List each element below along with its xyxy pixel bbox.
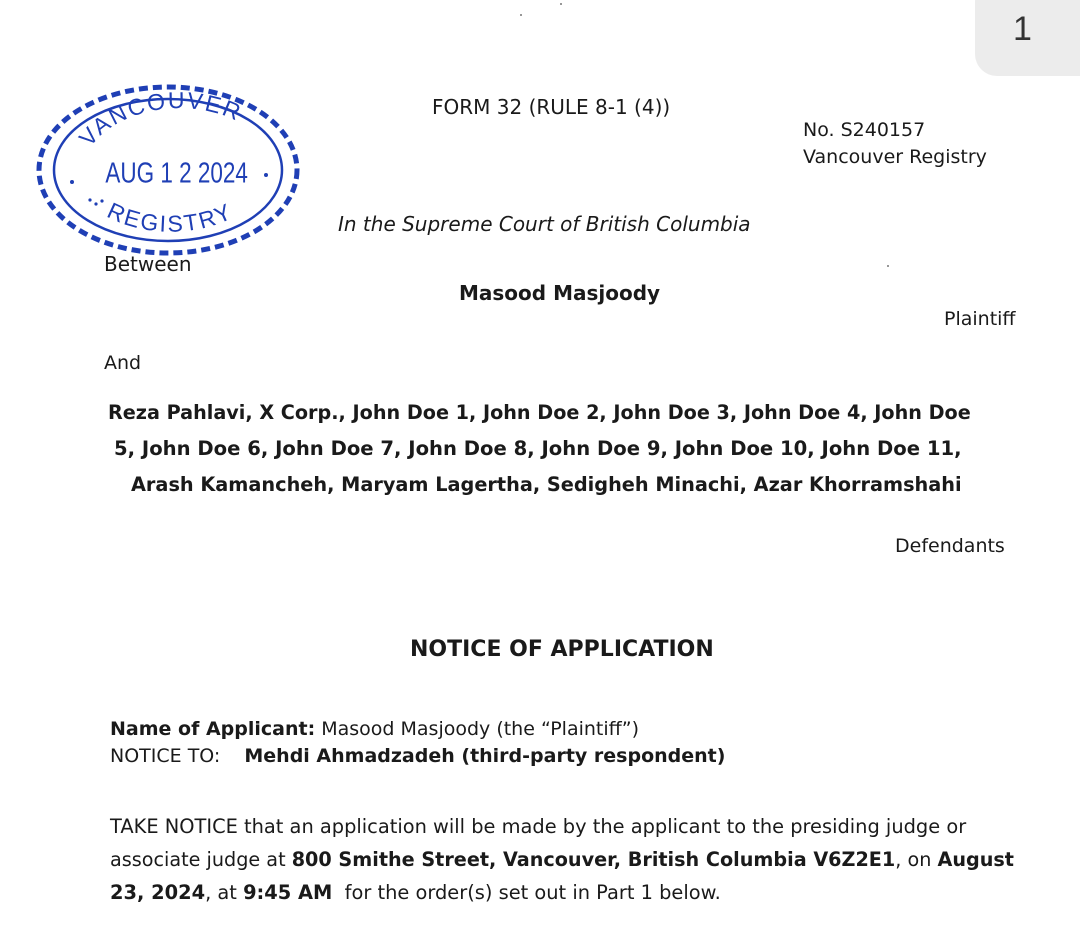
defendants-role: Defendants (895, 535, 1005, 557)
form-number: FORM 32 (RULE 8-1 (4)) (432, 95, 671, 119)
and-label: And (104, 352, 142, 374)
scan-speck (560, 3, 562, 5)
notice-body-line-1: TAKE NOTICE that an application will be made by the applicant to the presiding judge or (110, 815, 967, 838)
scan-speck (887, 265, 889, 267)
defendants-line: Arash Kamancheh, Maryam Lagertha, Sedigheh Minachi, Azar Khorramshahi (131, 473, 962, 496)
registry-name: Vancouver Registry (803, 146, 987, 168)
stamp-bottom-text: REGISTRY (103, 197, 237, 237)
notice-to-value: Mehdi Ahmadzadeh (third-party respondent) (244, 745, 726, 767)
page-number: 1 (1013, 10, 1032, 48)
plaintiff-name: Masood Masjoody (459, 281, 661, 305)
body-text: for the order(s) set out in Part 1 below. (332, 881, 721, 904)
stamp-dot (264, 173, 268, 177)
stamp-date: AUG 1 2 2024 (105, 158, 248, 190)
stamp-dot (70, 180, 74, 184)
hearing-date: 23, 2024 (110, 881, 206, 904)
defendants-line: Reza Pahlavi, X Corp., John Doe 1, John Doe 2, John Doe 3, John Doe 4, John Doe (108, 401, 971, 424)
hearing-date-part: August (937, 848, 1014, 871)
registry-stamp (28, 78, 308, 260)
page-number-badge (975, 0, 1080, 76)
applicant-line (110, 718, 639, 740)
scan-speck (520, 14, 522, 16)
stamp-dot (94, 202, 97, 205)
notice-to-line (110, 745, 725, 767)
plaintiff-role: Plaintiff (944, 308, 1016, 330)
applicant-value: Masood Masjoody (the “Plaintiff”) (315, 718, 639, 740)
stamp-top-text: VANCOUVER (73, 86, 247, 152)
stamp-dot (88, 198, 91, 201)
svg-text:VANCOUVER (74, 87, 246, 151)
hearing-time: 9:45 AM (243, 881, 333, 904)
notice-to-label: NOTICE TO: (110, 745, 221, 767)
body-text: associate judge at (110, 848, 292, 871)
body-text: , at (205, 881, 244, 904)
case-number: No. S240157 (803, 119, 926, 141)
notice-body-line-3 (110, 881, 721, 904)
svg-text:REGISTRY (104, 197, 237, 237)
defendants-line: 5, John Doe 6, John Doe 7, John Doe 8, John Doe 9, John Doe 10, John Doe 11, (114, 437, 962, 460)
notice-body-line-2 (110, 848, 1014, 871)
notice-title: NOTICE OF APPLICATION (410, 637, 714, 662)
stamp-dot (100, 199, 103, 202)
hearing-address: 800 Smithe Street, Vancouver, British Columbia V6Z2E1 (291, 848, 896, 871)
court-name: In the Supreme Court of British Columbia (338, 212, 751, 236)
applicant-label: Name of Applicant: (110, 718, 316, 740)
body-text: , on (895, 848, 938, 871)
between-label: Between (104, 252, 192, 276)
